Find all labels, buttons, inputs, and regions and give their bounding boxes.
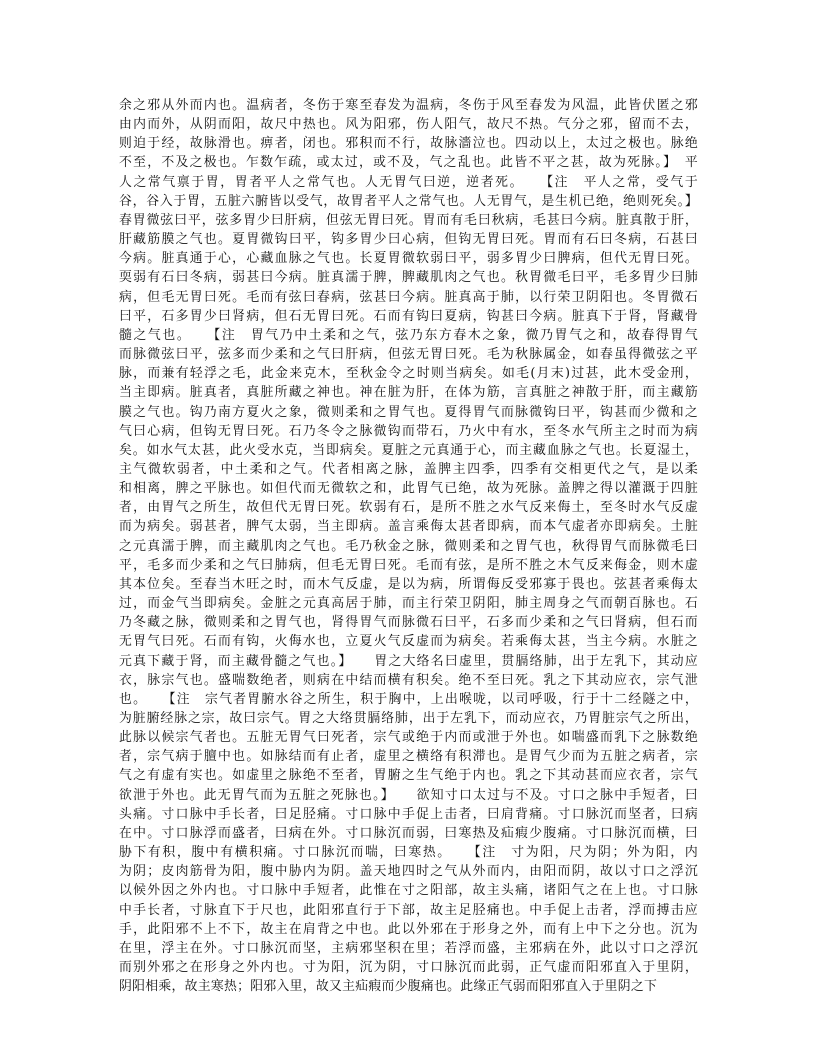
text-line: 过，而金气当即病矣。金脏之元真高居于肺，而主行荣卫阴阳，肺主周身之气而朝百脉也。石 [119,596,698,612]
text-line: 膜之气也。钩乃南方夏火之象，微则柔和之胃气也。夏得胃气而脉微钩曰平，钩甚而少微和之 [119,404,698,420]
document-page [119,96,698,996]
text-line: 者，宗气病于膻中也。如脉结而有止者，虚里之横络有积滞也。是胃气少而为五脏之病者，宗 [119,749,698,765]
text-line: 而别外邪之在形身之外内也。寸为阳，沉为阴，寸口脉沉而此弱，正气虚而阳邪直入于里阴， [119,960,698,976]
text-line: 手，此阳邪不上不下，故主在肩背之中也。此以外邪在于形身之外，而有上中下之分也。沉为 [119,921,698,937]
text-line: 以候外因之外内也。寸口脉中手短者，此惟在寸之阳部，故主头痛，诸阳气之在上也。寸口脉 [119,883,698,899]
text-line: 余之邪从外而内也。温病者，冬伤于寒至春发为温病，冬伤于风至春发为风温，此皆伏匿之邪 [119,98,698,113]
text-line: 在中。寸口脉浮而盛者，曰病在外。寸口脉沉而弱，曰寒热及疝瘕少腹痛。寸口脉沉而横，曰 [119,825,698,841]
text-line: 其本位矣。至春当木旺之时，而木气反虚，是以为病，所谓侮反受邪寡于畏也。弦甚者乘侮太 [119,576,698,592]
text-line: 病，但毛无胃曰死。毛而有弦曰春病，弦甚曰今病。脏真高于肺，以行荣卫阴阳也。冬胃微石 [119,289,698,305]
text-line: 此脉以候宗气者也。五脏无胃气曰死者，宗气或绝于内而或泄于外也。如喘盛而乳下之脉数绝 [119,730,698,746]
text-line: 谷，谷入于胃，五脏六腑皆以受气，故胃者平人之常气也。人无胃气，是生机已绝，绝则死矣。】 [119,193,698,209]
text-line: 在里，浮主在外。寸口脉沉而坚，主病邪坚积在里；若浮而盛，主邪病在外，此以寸口之浮沉 [119,940,698,956]
text-line: 也。 【注 宗气者胃腑水谷之所生，积于胸中，上出喉咙，以司呼吸，行于十二经隧之中， [119,691,698,707]
text-line: 中手长者，寸脉直下于尺也，此阳邪直行于下部，故主足胫痛也。中手促上击者，浮而搏击应 [119,902,698,918]
text-line: 衣，脉宗气也。盛喘数绝者，则病在中结而横有积矣。绝不至曰死。乳之下其动应衣，宗气泄 [119,672,698,688]
text-line: 由内而外，从阴而阳，故尺中热也。风为阳邪，伤人阳气，故尺不热。气分之邪，留而不去， [119,117,698,133]
text-line: 不至，不及之极也。乍数乍疏，或太过，或不及，气之乱也。此皆不平之甚，故为死脉。】 平 [119,155,698,171]
text-line: 胁下有积，腹中有横积痛。寸口脉沉而喘，曰寒热。 【注 寸为阳，尺为阴；外为阳，内 [119,845,698,861]
text-line: 肝藏筋膜之气也。夏胃微钩曰平，钩多胃少曰心病，但钩无胃曰死。胃而有石曰冬病，石甚曰 [119,232,698,248]
text-line: 元真下藏于肾，而主藏骨髓之气也。】 胃之大络名曰虚里，贯膈络肺，出于左乳下，其动应 [119,653,698,669]
text-line: 阴阳相乘，故主寒热；阳邪入里，故又主疝瘕而少腹痛也。此缘正气弱而阳邪直入于里阴之下 [119,979,658,995]
text-line: 主气微软弱者，中土柔和之气。代者相离之脉，盖脾主四季，四季有交相更代之气，是以柔 [119,461,698,477]
text-line: 气曰心病，但钩无胃曰死。石乃冬令之脉微钩而带石，乃火中有水，至冬水气所主之时而为病 [119,423,698,439]
text-line: 曰平，石多胃少曰肾病，但石无胃曰死。石而有钩曰夏病，钩甚曰今病。脏真下于肾，肾藏骨 [119,308,698,324]
text-line: 之元真濡于脾，而主藏肌肉之气也。毛乃秋金之脉，微则柔和之胃气也，秋得胃气而脉微毛曰 [119,538,698,554]
text-line: 和相离，脾之平脉也。如但代而无微软之和，此胃气已绝，故为死脉。盖脾之得以灌溉于四脏 [119,481,698,497]
text-line: 春胃微弦曰平，弦多胃少曰肝病，但弦无胃曰死。胃而有毛曰秋病，毛甚曰今病。脏真散于肝， [119,212,698,228]
text-line: 为脏腑经脉之宗，故曰宗气。胃之大络贯膈络肺，出于左乳下，而动应衣，乃胃脏宗气之所出， [119,711,698,726]
text-line: 欲泄于外也。此无胃气而为五脏之死脉也。】 欲知寸口太过与不及。寸口之脉中手短者，曰 [119,787,698,803]
text-line: 髓之气也。 【注 胃气乃中土柔和之气，弦乃东方春木之象，微乃胃气之和，故春得胃气 [119,327,698,343]
text-line: 为阴；皮肉筋骨为阳，腹中胁内为阴。盖天地四时之气从外而内，由阳而阴，故以寸口之浮沉 [119,864,698,880]
text-line: 当主即病。脏真者，真脏所藏之神也。神在脏为肝，在体为筋，言真脏之神散于肝，而主藏筋 [119,385,698,401]
text-line: 今病。脏真通于心，心藏血脉之气也。长夏胃微软弱曰平，弱多胃少曰脾病，但代无胃曰死。 [119,251,698,267]
text-line: 人之常气禀于胃，胃者平人之常气也。人无胃气曰逆，逆者死。 【注 平人之常，受气于 [119,174,698,190]
text-line: 而脉微弦曰平，弦多而少柔和之气曰肝病，但弦无胃曰死。毛为秋脉属金，如春虽得微弦之平 [119,347,698,363]
text-line: 耎弱有石曰冬病，弱甚曰今病。脏真濡于脾，脾藏肌肉之气也。秋胃微毛曰平，毛多胃少曰肺 [119,270,698,286]
text-line: 而为病矣。弱甚者，脾气太弱，当主即病。盖言乘侮太甚者即病，而本气虚者亦即病矣。土脏 [119,519,698,535]
text-line: 平，毛多而少柔和之气曰肺病，但毛无胃曰死。毛而有弦，是所不胜之木气反来侮金，则木虚 [119,557,698,573]
text-line: 则迫于经，故脉滑也。痹者，闭也。邪积而不行，故脉濇泣也。四动以上，太过之极也。脉绝 [119,136,698,152]
text-line: 乃冬藏之脉，微则柔和之胃气也，肾得胃气而脉微石曰平，石多而少柔和之气曰肾病，但石而 [119,615,698,631]
text-line: 头痛。寸口脉中手长者，曰足胫痛。寸口脉中手促上击者，曰肩背痛。寸口脉沉而坚者，曰病 [119,806,698,822]
text-line: 者，由胃气之所生，故但代无胃曰死。软弱有石，是所不胜之水气反来侮土，至冬时水气反虚 [119,500,698,516]
text-line: 脉，而兼有轻浮之毛，此金来克木，至秋金令之时则当病矣。如毛(月末)过甚，此木受金刑， [119,366,698,382]
text-line: 矣。如水气太甚，此火受水克，当即病矣。夏脏之元真通于心，而主藏血脉之气也。长夏湿土， [119,442,698,458]
text-line: 无胃气曰死。石而有钩，火侮水也，立夏火气反虚而为病矣。若乘侮太甚，当主今病。水脏之 [119,634,698,650]
text-line: 气之有虚有实也。如虚里之脉绝不至者，胃腑之生气绝于内也。乳之下其动甚而应衣者，宗气 [119,768,698,784]
